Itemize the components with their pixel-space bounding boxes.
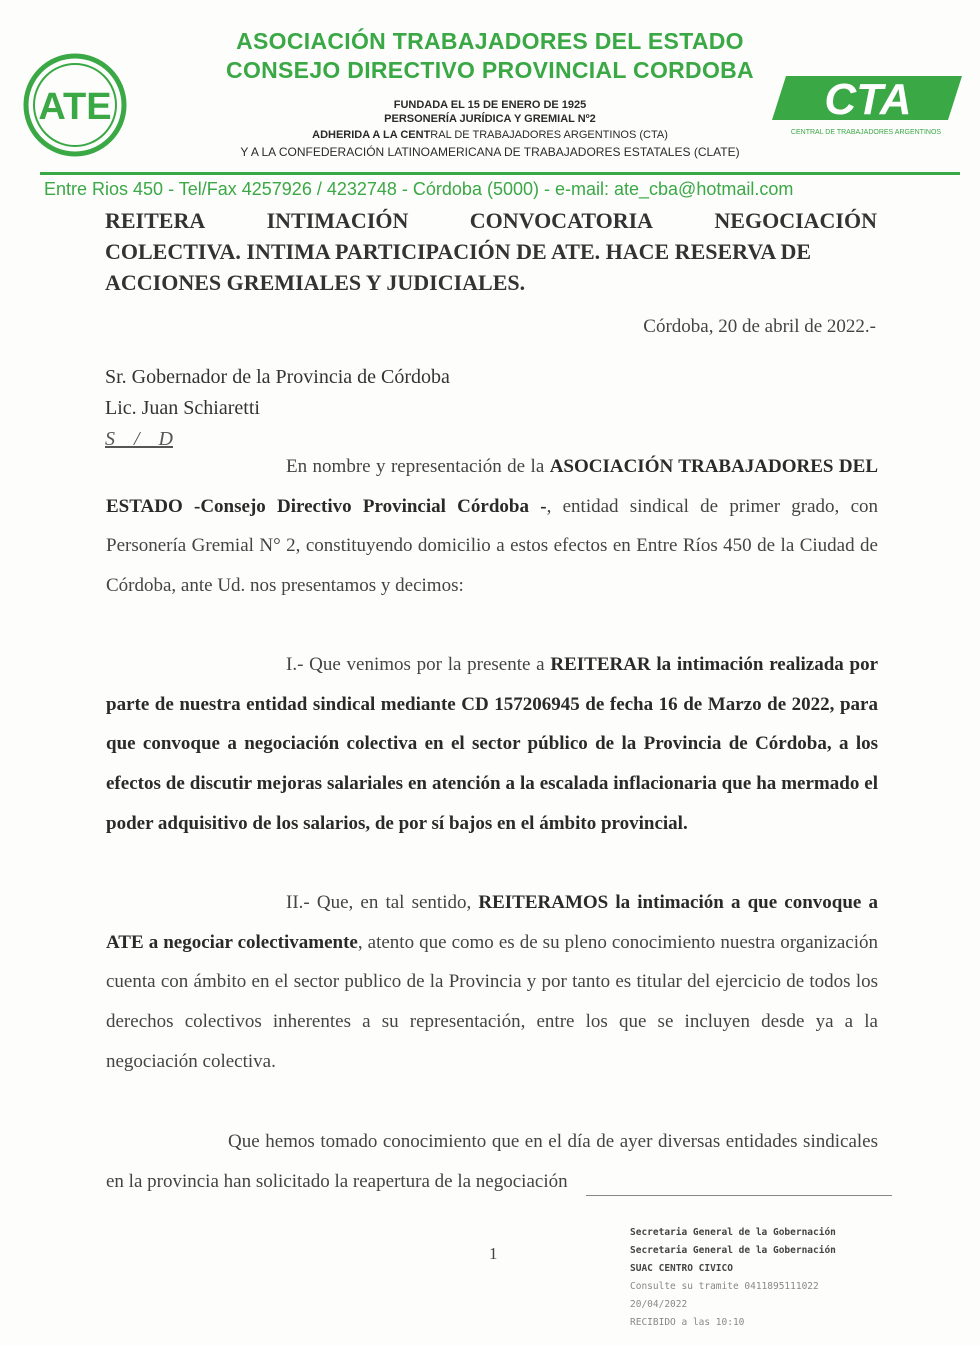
contact-line: Entre Rios 450 - Tel/Fax 4257926 / 4232748 - Córdoba (5000) - e-mail: ate_cba@hotmail.com	[44, 179, 794, 199]
subject-line1	[105, 205, 877, 236]
subject-line3: ACCIONES GREMIALES Y JUDICIALES.	[105, 270, 526, 295]
underline-mark	[586, 1195, 892, 1196]
reception-stamp	[630, 1224, 836, 1332]
addressee-line2: Lic. Juan Schiaretti	[105, 397, 260, 419]
adherida-line-a: ADHERIDA A LA CENT	[312, 129, 431, 141]
adherida-line-b: RAL DE TRABAJADORES ARGENTINOS (CTA)	[430, 129, 668, 141]
subject-word: NEGOCIACIÓN	[714, 208, 877, 233]
stamp-line: 20/04/2022	[630, 1299, 688, 1310]
cta-caption: CENTRAL DE TRABAJADORES ARGENTINOS	[790, 129, 942, 136]
page-number: 1	[489, 1244, 498, 1263]
confederacion-line: Y A LA CONFEDERACIÓN LATINOAMERICANA DE TRABAJADORES ESTATALES (CLATE)	[240, 145, 740, 159]
addressee	[105, 362, 450, 455]
cta-logo	[768, 72, 964, 138]
org-name-line2: CONSEJO DIRECTIVO PROVINCIAL CORDOBA	[226, 57, 754, 83]
subject-word: CONVOCATORIA	[469, 208, 654, 233]
stamp-line: SUAC CENTRO CIVICO	[630, 1263, 733, 1274]
p2-text-b: REITERAR la intimación realizada por parte de nuestra entidad sindical mediante CD 157206945 de fecha 16 de Marzo de 2022, para que convoque a negociación colectiva en el sector público de la Provincia de Córdoba, a los efectos de discutir mejoras salariales en atención a la escalada inflacionaria que ha mermado el poder adquisitivo de los salarios, de por sí bajos en el ámbito provincial.	[106, 654, 879, 834]
stamp-line: RECIBIDO a las 10:10	[630, 1317, 745, 1328]
p1-text-c: , entidad sindical de primer grado, con Personería Gremial N° 2, constituyendo domicilio a estos efectos en Entre Ríos 450 de la Ciudad de Córdoba, ante Ud. nos presentamos y decimos:	[106, 495, 879, 597]
subject-line2: COLECTIVA. INTIMA PARTICIPACIÓN DE ATE. HACE RESERVA DE	[105, 239, 812, 264]
paragraph-ii	[106, 883, 878, 1082]
addressee-sd: S / D	[105, 428, 173, 450]
stamp-line: Secretaria General de la Gobernación	[630, 1245, 836, 1256]
subject	[105, 205, 877, 298]
paragraph-i	[106, 645, 878, 844]
header-divider	[40, 172, 960, 175]
founded-line: FUNDADA EL 15 DE ENERO DE 1925	[393, 99, 587, 111]
p3-text-c: , atento que como es de su pleno conocimiento nuestra organización cuenta con ámbito en el sector publico de la Provincia y por tanto es titular del ejercicio de todos los derechos colectivos inherentes a su representación, entre los que se incluyen desde ya a la negociación colectiva.	[106, 931, 878, 1072]
p3-text-b: REITERAMOS la intimación a que convoque a ATE a negociar colectivamente	[106, 892, 879, 953]
paragraph-iii: Que hemos tomado conocimiento que en el día de ayer diversas entidades sindicales en la provincia han solicitado la reapertura de la negociación	[106, 1131, 878, 1192]
p3-text-a: II.- Que, en tal sentido,	[286, 892, 479, 913]
p2-text-a: I.- Que venimos por la presente a	[286, 654, 551, 675]
p1-org-name: ASOCIACIÓN TRABAJADORES DEL ESTADO -Consejo Directivo Provincial Córdoba -	[106, 456, 878, 517]
p1-text-a: En nombre y representación de la	[286, 456, 550, 477]
addressee-line1: Sr. Gobernador de la Provincia de Córdoba	[105, 366, 450, 388]
subject-word: INTIMACIÓN	[266, 208, 409, 233]
cta-logo-text: CTA	[824, 75, 912, 124]
ate-logo-text: ATE	[38, 86, 112, 128]
subject-word: REITERA	[105, 208, 206, 233]
stamp-line: Consulte su tramite 0411895111022	[630, 1281, 819, 1292]
adherida-line	[150, 129, 830, 141]
stamp-line: Secretaria General de la Gobernación	[630, 1227, 836, 1238]
org-name-line1: ASOCIACIÓN TRABAJADORES DEL ESTADO	[236, 28, 744, 54]
paragraph-intro	[106, 447, 878, 606]
personeria-line: PERSONERÍA JURÍDICA Y GREMIAL Nº2	[384, 113, 596, 125]
letter-date: Córdoba, 20 de abril de 2022.-	[643, 316, 876, 337]
